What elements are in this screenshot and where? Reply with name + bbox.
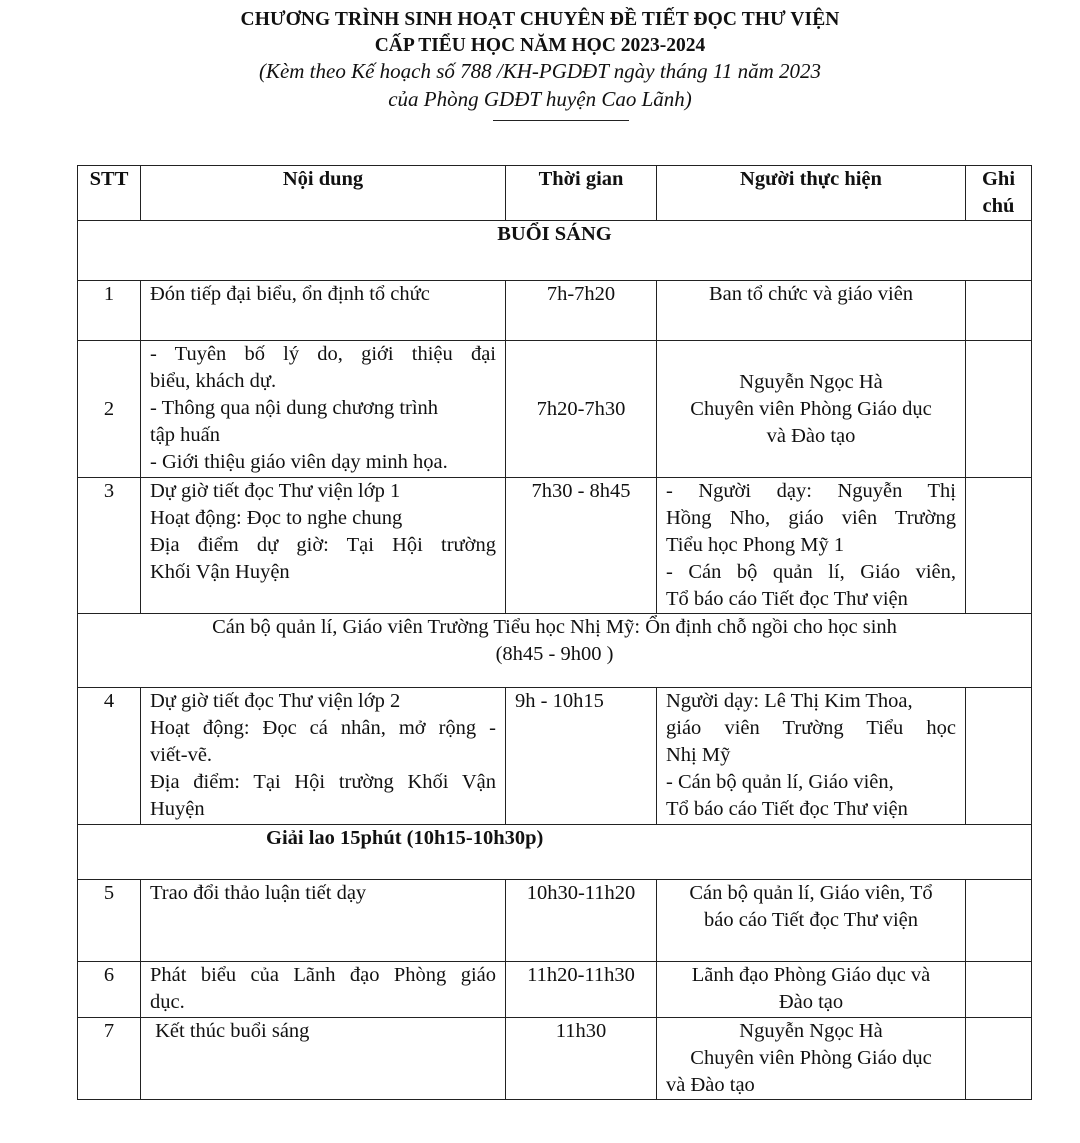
person-line: và Đào tạo	[766, 424, 856, 447]
content-line: biểu, khách dự.	[150, 370, 277, 392]
person-line: Nhị Mỹ	[666, 744, 731, 766]
row-time: 7h30 - 8h45	[506, 478, 657, 614]
table-row	[78, 281, 1032, 341]
person-line: - Cán bộ quản lí, Giáo viên,	[666, 771, 894, 793]
row-time: 7h20-7h30	[506, 341, 657, 478]
row-stt: 7	[78, 1018, 141, 1100]
row-content	[141, 1018, 506, 1100]
person-line: Tổ báo cáo Tiết đọc Thư viện	[666, 588, 908, 610]
person-line: Chuyên viên Phòng Giáo dục	[690, 397, 932, 420]
row-time: 10h30-11h20	[506, 880, 657, 962]
content-line: Phát biểu của Lãnh đạo Phòng giáo	[150, 964, 496, 986]
content-line: Địa điểm dự giờ: Tại Hội trường	[150, 534, 496, 556]
col-header-note-line1: Ghi	[981, 168, 1016, 190]
person-line: - Người dạy: Nguyễn Thị	[666, 480, 956, 502]
schedule-table	[77, 165, 1032, 1100]
col-header-note-line2: chú	[982, 195, 1015, 217]
table-row	[78, 1018, 1032, 1100]
row-person	[657, 880, 966, 962]
row-person	[657, 688, 966, 825]
content-line: Dự giờ tiết đọc Thư viện lớp 1	[150, 480, 401, 502]
person-line: Chuyên viên Phòng Giáo dục	[690, 1047, 932, 1069]
person-line: Tiểu học Phong Mỹ 1	[666, 534, 845, 556]
row-note	[966, 281, 1032, 341]
person-line: Người dạy: Lê Thị Kim Thoa,	[666, 690, 913, 712]
table-row	[78, 341, 1032, 478]
col-header-note	[966, 166, 1032, 221]
content-line: Đón tiếp đại biểu, ổn định tổ chức	[150, 283, 430, 305]
row-person	[657, 478, 966, 614]
section-row-morning	[78, 221, 1032, 281]
content-line: dục.	[150, 991, 185, 1013]
person-line: Hồng Nho, giáo viên Trường	[666, 507, 956, 529]
row-content	[141, 341, 506, 478]
transition-note-line2: (8h45 - 9h00 )	[495, 643, 614, 665]
person-line: Nguyễn Ngọc Hà	[739, 370, 883, 393]
row-stt: 1	[78, 281, 141, 341]
content-line: viết-vẽ.	[150, 744, 213, 766]
content-line: Trao đổi thảo luận tiết dạy	[150, 882, 367, 904]
content-line: Dự giờ tiết đọc Thư viện lớp 2	[150, 690, 401, 712]
row-content	[141, 688, 506, 825]
content-line: Hoạt động: Đọc to nghe chung	[150, 507, 403, 529]
section-title-morning: BUỔI SÁNG	[78, 221, 1032, 281]
col-header-stt: STT	[78, 166, 141, 221]
content-line: - Giới thiệu giáo viên dạy minh họa.	[150, 451, 448, 473]
transition-note	[78, 614, 1032, 688]
row-content	[141, 962, 506, 1018]
person-line: báo cáo Tiết đọc Thư viện	[704, 909, 918, 931]
table-row	[78, 880, 1032, 962]
document-subtitle: CẤP TIỂU HỌC NĂM HỌC 2023-2024	[374, 35, 706, 56]
person-line: Cán bộ quản lí, Giáo viên, Tổ	[689, 882, 933, 904]
content-line: tập huấn	[150, 424, 221, 446]
content-line: Hoạt động: Đọc cá nhân, mở rộng -	[150, 717, 496, 739]
row-note	[966, 478, 1032, 614]
row-note	[966, 962, 1032, 1018]
issuer-reference: của Phòng GDĐT huyện Cao Lãnh)	[388, 87, 692, 111]
row-note	[966, 1018, 1032, 1100]
person-line: Ban tổ chức và giáo viên	[708, 283, 914, 305]
person-line: - Cán bộ quản lí, Giáo viên,	[666, 561, 956, 583]
row-note	[966, 880, 1032, 962]
table-row	[78, 962, 1032, 1018]
person-line: Nguyễn Ngọc Hà	[739, 1020, 883, 1042]
person-line: Tổ báo cáo Tiết đọc Thư viện	[666, 798, 908, 820]
person-line: và Đào tạo	[666, 1074, 755, 1096]
row-person	[657, 1018, 966, 1100]
row-person	[657, 341, 966, 478]
person-line: giáo viên Trường Tiểu học	[666, 717, 956, 739]
title-underline	[493, 120, 629, 121]
row-content	[141, 281, 506, 341]
row-person	[657, 281, 966, 341]
row-stt: 4	[78, 688, 141, 825]
document-title: CHƯƠNG TRÌNH SINH HOẠT CHUYÊN ĐỀ TIẾT ĐỌC THƯ VIỆN	[240, 9, 840, 30]
row-content	[141, 880, 506, 962]
row-stt: 2	[78, 341, 141, 478]
plan-reference: (Kèm theo Kế hoạch số 788 /KH-PGDĐT ngày tháng 11 năm 2023	[258, 59, 822, 83]
col-header-content: Nội dung	[141, 166, 506, 221]
content-line: Địa điểm: Tại Hội trường Khối Vận	[150, 771, 496, 793]
person-line: Lãnh đạo Phòng Giáo dục và	[691, 964, 931, 986]
row-time: 9h - 10h15	[506, 688, 657, 825]
row-stt: 3	[78, 478, 141, 614]
table-row	[78, 478, 1032, 614]
row-time: 11h20-11h30	[506, 962, 657, 1018]
row-time: 11h30	[506, 1018, 657, 1100]
row-content	[141, 478, 506, 614]
content-line: - Tuyên bố lý do, giới thiệu đại	[150, 343, 496, 365]
row-stt: 5	[78, 880, 141, 962]
content-line: - Thông qua nội dung chương trình	[150, 397, 439, 419]
row-stt: 6	[78, 962, 141, 1018]
transition-note-line1: Cán bộ quản lí, Giáo viên Trường Tiểu học Nhị Mỹ: Ổn định chỗ ngồi cho học sinh	[212, 616, 897, 638]
content-line: Khối Vận Huyện	[150, 561, 290, 583]
row-note	[966, 341, 1032, 478]
content-line: Kết thúc buổi sáng	[150, 1020, 310, 1042]
row-note	[966, 688, 1032, 825]
col-header-person: Người thực hiện	[657, 166, 966, 221]
table-row	[78, 688, 1032, 825]
table-header-row	[78, 166, 1032, 221]
section-title-break: Giải lao 15phút (10h15-10h30p)	[78, 825, 1032, 880]
content-line: Huyện	[150, 798, 205, 820]
person-line: Đào tạo	[778, 991, 844, 1013]
section-row-break	[78, 825, 1032, 880]
row-time: 7h-7h20	[506, 281, 657, 341]
row-person	[657, 962, 966, 1018]
note-row	[78, 614, 1032, 688]
col-header-time: Thời gian	[506, 166, 657, 221]
